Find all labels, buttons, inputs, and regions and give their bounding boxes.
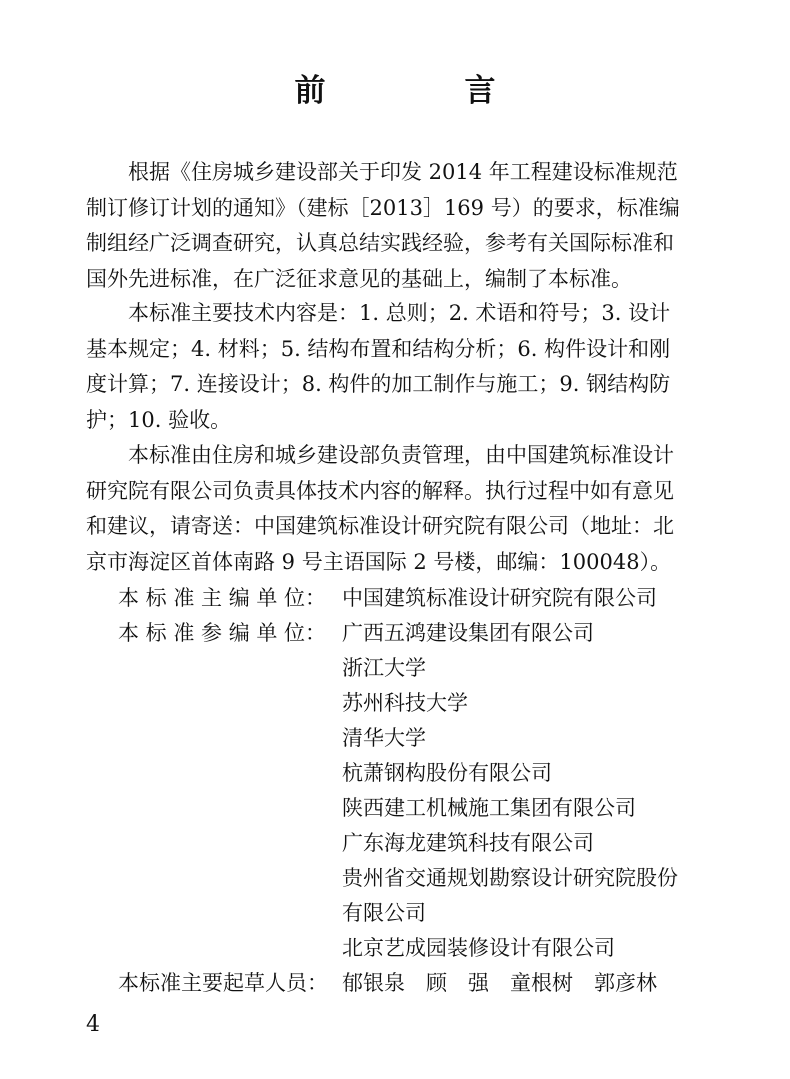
paragraph-3 <box>86 438 708 580</box>
page-number: 4 <box>86 1012 100 1037</box>
chief-unit-label: 本 标 准 主 编 单 位： <box>118 586 327 610</box>
paragraph-3-line-3: 和建议，请寄送：中国建筑标准设计研究院有限公司（地址：北 <box>86 514 674 538</box>
paragraph-1-line-2: 制订修订计划的通知》（建标［2013］169 号）的要求，标准编 <box>86 195 680 220</box>
drafters-label: 本标准主要起草人员： <box>118 971 328 995</box>
participant-unit: 陕西建工机械施工集团有限公司 <box>342 796 636 820</box>
participant-unit: 广东海龙建筑科技有限公司 <box>342 831 594 855</box>
paragraph-1 <box>86 155 708 297</box>
paragraph-1-line-1: 根据《住房城乡建设部关于印发 2014 年工程建设标准规范 <box>128 160 678 184</box>
participant-unit-label: 本 标 准 参 编 单 位： <box>118 621 327 645</box>
participant-unit: 有限公司 <box>342 901 426 925</box>
participant-unit: 贵州省交通规划勘察设计研究院股份 <box>342 866 678 890</box>
participant-unit: 清华大学 <box>342 726 426 750</box>
paragraph-1-line-4: 国外先进标准，在广泛征求意见的基础上，编制了本标准。 <box>86 266 632 291</box>
drafters-names: 郁银泉 顾 强 童根树 郭彦林 <box>342 971 657 995</box>
paragraph-2-line-4: 护；10. 验收。 <box>86 407 232 432</box>
paragraph-2-line-3: 度计算；7. 连接设计；8. 构件的加工制作与施工；9. 钢结构防 <box>86 372 671 396</box>
paragraph-2-line-1: 本标准主要技术内容是：1. 总则；2. 术语和符号；3. 设计 <box>128 301 671 325</box>
paragraph-3-line-2: 研究院有限公司负责具体技术内容的解释。执行过程中如有意见 <box>86 478 674 503</box>
paragraph-3-line-1: 本标准由住房和城乡建设部负责管理，由中国建筑标准设计 <box>128 443 674 467</box>
participant-unit: 北京艺成园装修设计有限公司 <box>342 936 615 960</box>
participant-unit: 浙江大学 <box>342 656 426 680</box>
paragraph-2 <box>86 296 708 438</box>
participant-unit: 杭萧钢构股份有限公司 <box>342 761 552 785</box>
page-title: 前 言 <box>294 73 550 109</box>
paragraph-3-line-4: 京市海淀区首体南路 9 号主语国际 2 号楼，邮编：100048）。 <box>86 549 672 574</box>
chief-unit: 中国建筑标准设计研究院有限公司 <box>342 586 657 610</box>
paragraph-1-line-3: 制组经广泛调查研究，认真总结实践经验，参考有关国际标准和 <box>86 231 674 255</box>
participant-unit: 广西五鸿建设集团有限公司 <box>342 621 594 645</box>
paragraph-2-line-2: 基本规定；4. 材料；5. 结构布置和结构分析；6. 构件设计和刚 <box>86 336 671 361</box>
participant-unit: 苏州科技大学 <box>342 691 468 715</box>
